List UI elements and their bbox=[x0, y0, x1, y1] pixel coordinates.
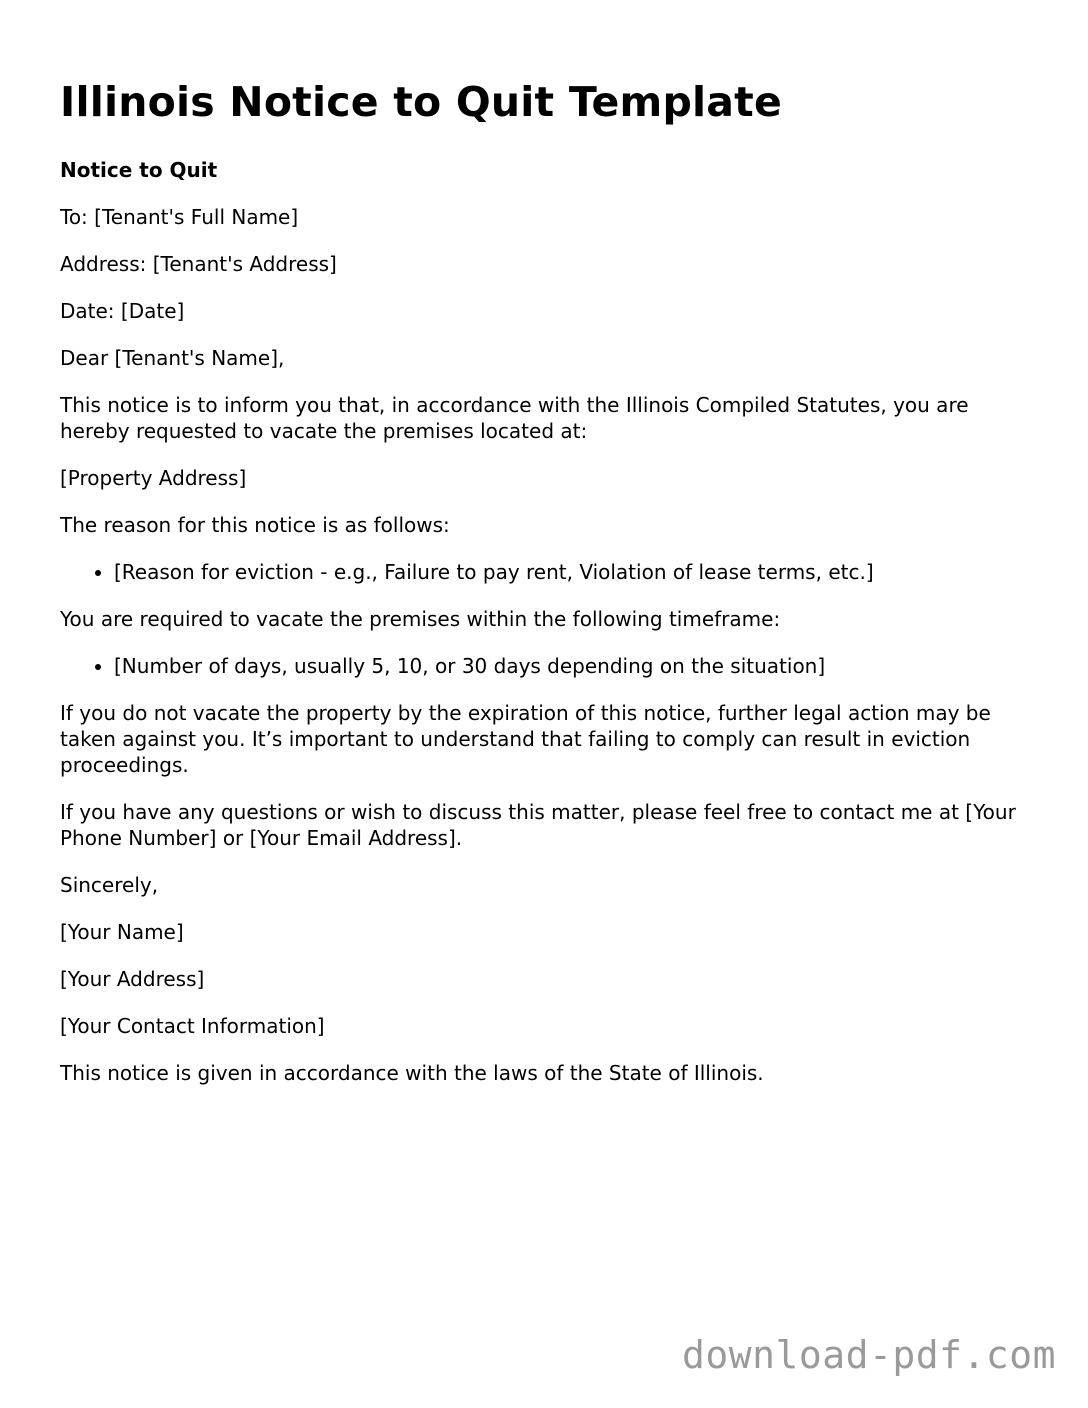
property-address: [Property Address] bbox=[60, 466, 247, 490]
your-contact: [Your Contact Information] bbox=[60, 1014, 325, 1038]
legal-note: This notice is given in accordance with the laws of the State of Illinois. bbox=[60, 1061, 764, 1085]
document-title: Illinois Notice to Quit Template bbox=[60, 78, 782, 126]
reason-item: • [Reason for eviction - e.g., Failure to pay rent, Violation of lease terms, etc.] bbox=[114, 559, 1040, 585]
timeframe-list bbox=[60, 653, 1040, 679]
notice-heading: Notice to Quit bbox=[60, 158, 218, 182]
reason-list bbox=[60, 559, 1040, 585]
timeframe-intro: You are required to vacate the premises within the following timeframe: bbox=[60, 607, 781, 631]
closing: Sincerely, bbox=[60, 873, 159, 897]
watermark: download-pdf.com bbox=[681, 1333, 1056, 1377]
salutation: Dear [Tenant's Name], bbox=[60, 346, 285, 370]
reason-intro: The reason for this notice is as follows: bbox=[60, 513, 450, 537]
your-name: [Your Name] bbox=[60, 920, 184, 944]
date-line: Date: [Date] bbox=[60, 299, 185, 323]
your-address: [Your Address] bbox=[60, 967, 205, 991]
timeframe-item: • [Number of days, usually 5, 10, or 30 days depending on the situation] bbox=[114, 653, 1040, 679]
intro-paragraph: This notice is to inform you that, in accordance with the Illinois Compiled Statutes, you are hereby requested to vacate the premises located at: bbox=[60, 393, 969, 443]
document-page bbox=[60, 0, 1040, 1086]
address-line: Address: [Tenant's Address] bbox=[60, 252, 337, 276]
consequence-paragraph: If you do not vacate the property by the expiration of this notice, further legal action may be taken against you. It’s important to understand that failing to comply can result in eviction proceedings. bbox=[60, 701, 991, 777]
to-line: To: [Tenant's Full Name] bbox=[60, 205, 299, 229]
contact-paragraph: If you have any questions or wish to discuss this matter, please feel free to contact me at [Your Phone Number] or [Your Email Address]. bbox=[60, 800, 1016, 850]
